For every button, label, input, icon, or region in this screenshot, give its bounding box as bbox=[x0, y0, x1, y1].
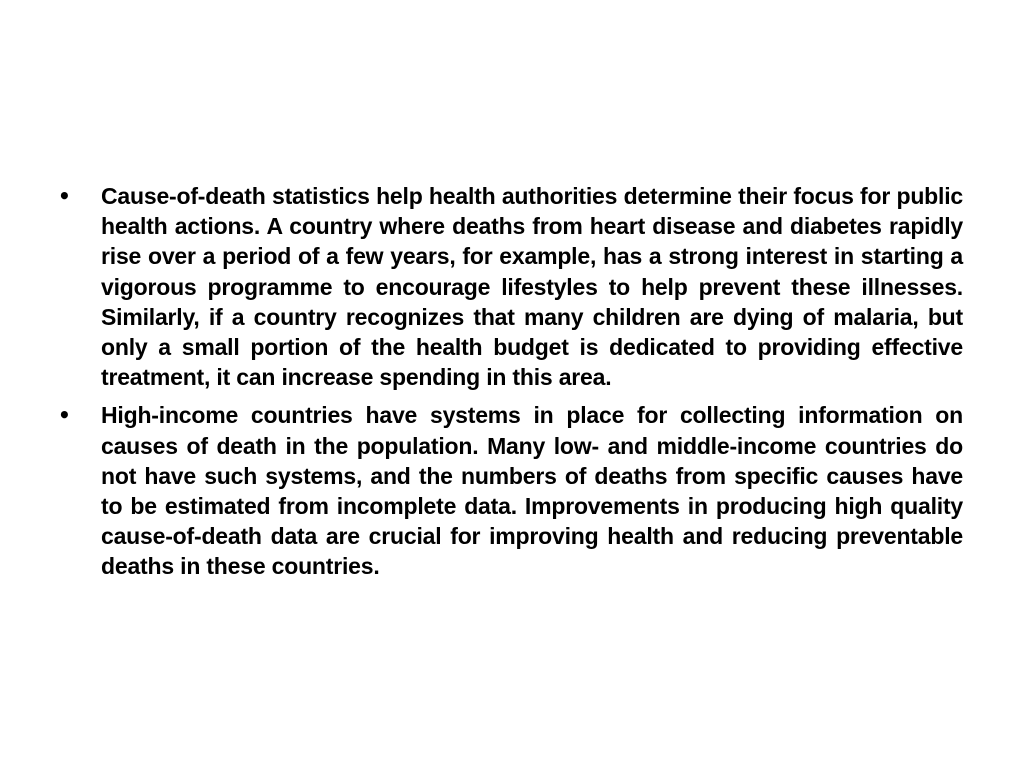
bullet-text: High-income countries have systems in place for collecting information on causes of death in the population. Many low- and middle-income countries do not have such systems, and the numbers of deaths from specific causes have to be estimated from incomplete data. Improvements in producing high quality cause-of-death data are crucial for improving health and reducing preventable deaths in these countries. bbox=[101, 402, 963, 580]
slide-body bbox=[58, 181, 963, 590]
bullet-dot-icon: • bbox=[58, 403, 71, 428]
bullet-dot-icon: • bbox=[58, 184, 71, 208]
bullet-item bbox=[58, 181, 963, 392]
bullet-list bbox=[58, 181, 963, 582]
bullet-text: Cause-of-death statistics help health authorities determine their focus for public health actions. A country where deaths from heart disease and diabetes rapidly rise over a period of a few years, for example, has a strong interest in starting a vigorous programme to encourage lifestyles to help prevent these illnesses. Similarly, if a country recognizes that many children are dying of malaria, but only a small portion of the health budget is dedicated to providing effective treatment, it can increase spending in this area. bbox=[101, 183, 963, 391]
bullet-item bbox=[58, 400, 963, 581]
